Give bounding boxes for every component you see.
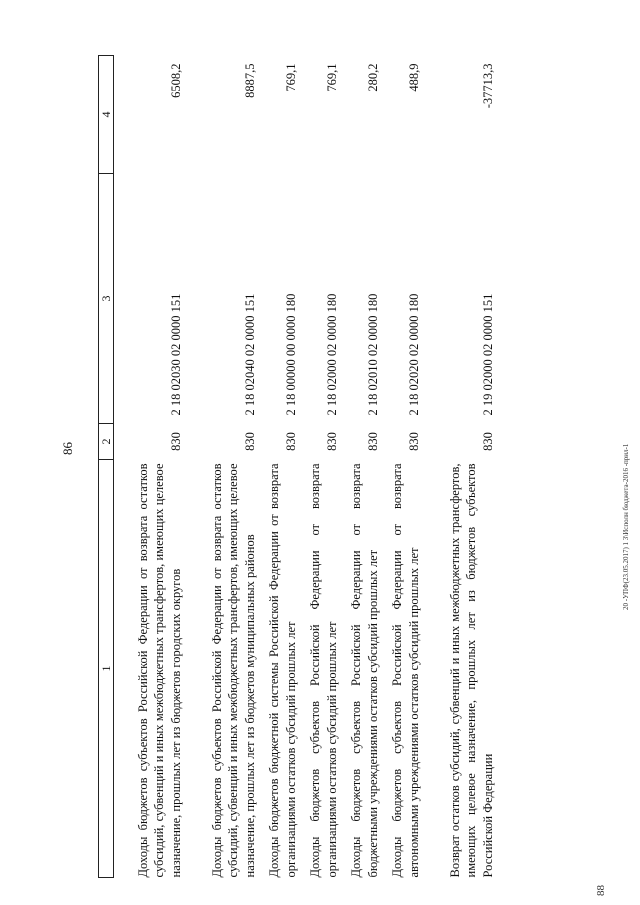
row-amount: 280,2 xyxy=(365,63,380,92)
row-amount: 769,1 xyxy=(324,63,339,92)
row-admin-code: 830 xyxy=(283,432,298,451)
row-admin-code: 830 xyxy=(406,432,421,451)
table-row xyxy=(344,56,385,878)
header-col-1: 1 xyxy=(99,460,114,878)
header-col-4: 4 xyxy=(99,56,114,174)
row-amount: 6508,2 xyxy=(168,63,183,98)
row-budget-code: 2 18 02010 02 0000 180 xyxy=(365,293,380,416)
row-budget-code: 2 18 00000 00 0000 180 xyxy=(283,293,298,416)
budget-revenue-table xyxy=(98,55,500,878)
row-admin-code: 830 xyxy=(324,432,339,451)
table-row xyxy=(262,56,303,878)
table-row xyxy=(426,56,500,878)
row-amount: -37713,3 xyxy=(480,63,495,109)
row-description: Доходы бюджетов субъектов Российской Федерации от возврата автономными учреждениями остатков субсидий прошлых лет xyxy=(390,463,421,878)
header-col-3: 3 xyxy=(99,174,114,424)
row-admin-code: 830 xyxy=(480,432,495,451)
row-budget-code: 2 19 02000 02 0000 151 xyxy=(480,293,495,416)
row-budget-code: 2 18 02020 02 0000 180 xyxy=(406,293,421,416)
page-number: 86 xyxy=(60,442,75,455)
row-description: Доходы бюджетов субъектов Российской Федерации от возврата остатков субсидий, субвенций и иных межбюджетных трансфертов, имеющих целевое назначение, прошлых лет из бюджетов муниципальных районов xyxy=(209,463,257,878)
row-admin-code: 830 xyxy=(242,432,257,451)
header-col-2: 2 xyxy=(99,424,114,460)
row-description: Доходы бюджетов субъектов Российской Федерации от возврата организациями остатков субсидий прошлых лет xyxy=(308,463,339,878)
table-header-row xyxy=(99,56,114,878)
row-budget-code: 2 18 02000 02 0000 180 xyxy=(324,293,339,416)
table-row xyxy=(188,56,262,878)
table-row xyxy=(385,56,426,878)
row-budget-code: 2 18 02040 02 0000 151 xyxy=(242,293,257,416)
footer-file-code: 20 -УПФ(23.05.2017) 1 3\Исполн бюджета-2016 -прил-1 xyxy=(622,443,630,610)
row-description: Доходы бюджетов субъектов Российской Федерации от возврата остатков субсидий, субвенций и иных межбюджетных трансфертов, имеющих целевое назначение, прошлых лет из бюджетов городских округов xyxy=(135,463,183,878)
row-description: Возврат остатков субсидий, субвенций и иных межбюджетных трансфертов, имеющих целевое назначение, прошлых лет из бюджетов субъектов Российской Федерации xyxy=(447,463,495,878)
row-description: Доходы бюджетов субъектов Российской Федерации от возврата бюджетными учреждениями остатков субсидий прошлых лет xyxy=(349,463,380,878)
row-amount: 769,1 xyxy=(283,63,298,92)
corner-page-number: 88 xyxy=(595,885,607,896)
row-admin-code: 830 xyxy=(365,432,380,451)
table-row xyxy=(303,56,344,878)
row-amount: 8887,5 xyxy=(242,63,257,98)
row-amount: 488,9 xyxy=(406,63,421,92)
row-admin-code: 830 xyxy=(168,432,183,451)
budget-table-sheet xyxy=(98,56,528,878)
row-description: Доходы бюджетов бюджетной системы Российской Федерации от возврата организациями остатков субсидий прошлых лет xyxy=(267,463,298,878)
table-row xyxy=(114,56,189,878)
row-budget-code: 2 18 02030 02 0000 151 xyxy=(168,293,183,416)
